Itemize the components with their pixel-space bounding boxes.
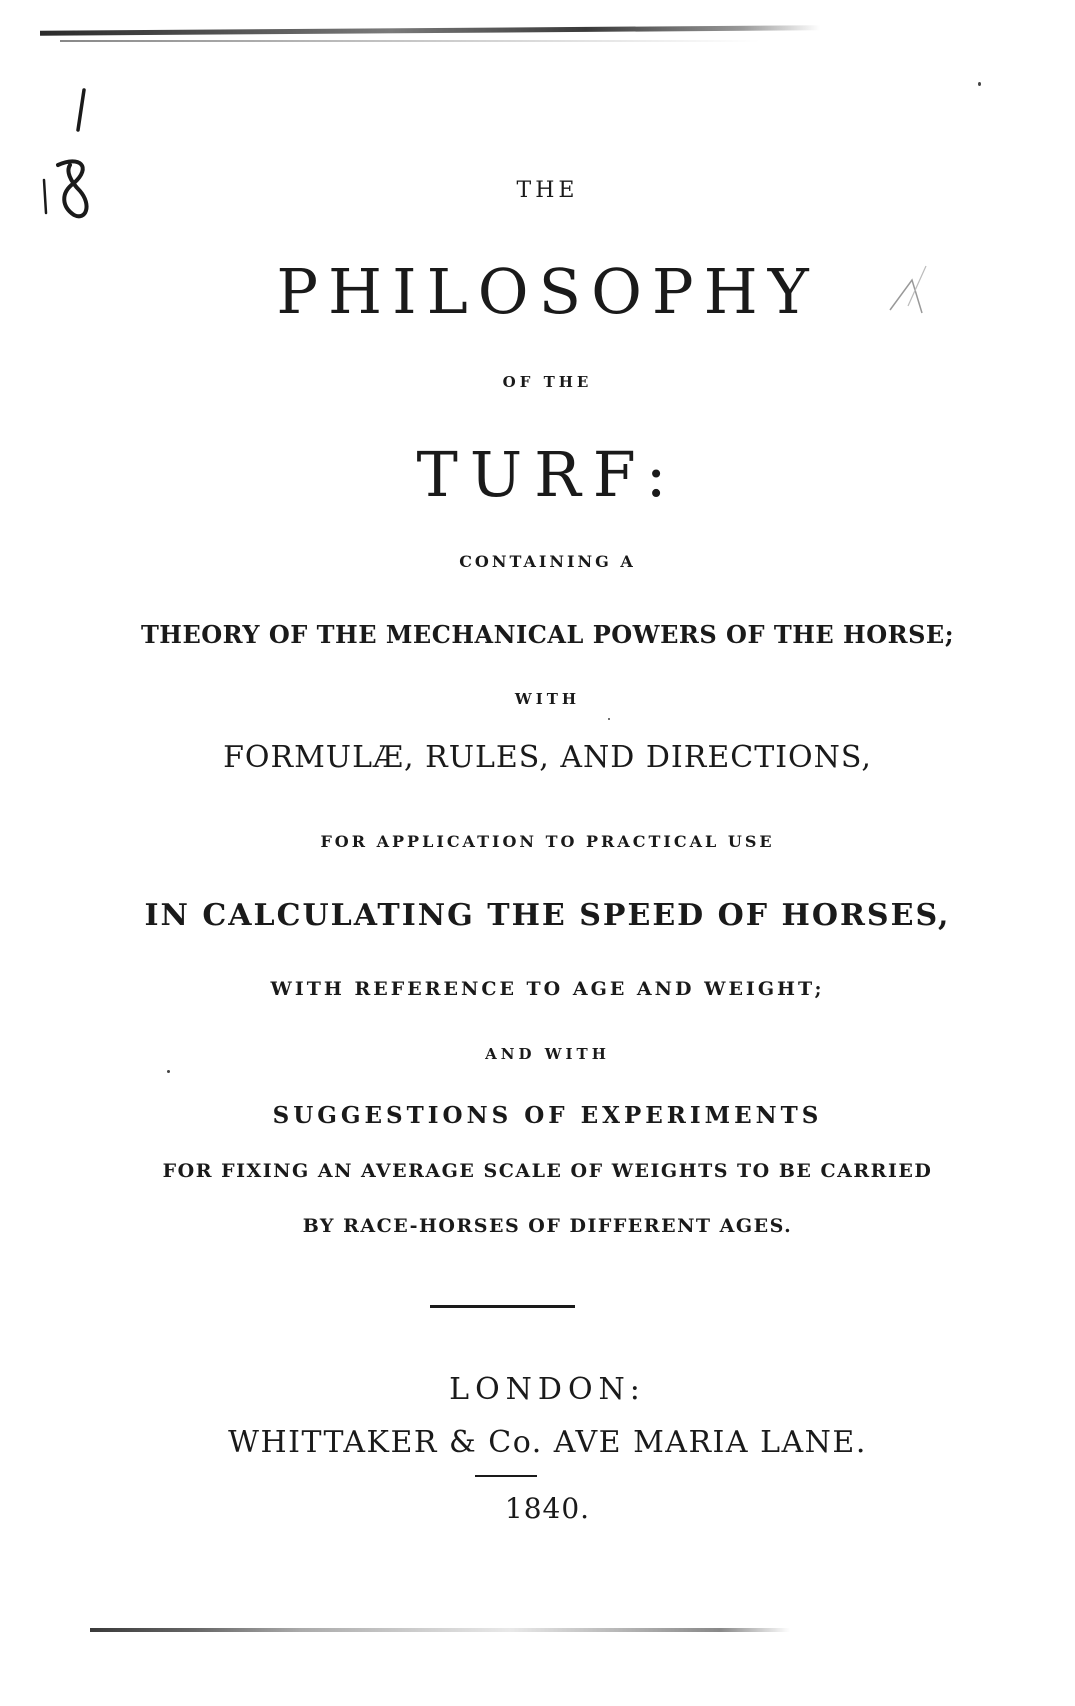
- title-philosophy: PHILOSOPHY: [276, 255, 819, 328]
- subtitle-with: WITH: [514, 690, 581, 708]
- imprint-publisher: WHITTAKER & Co. AVE MARIA LANE.: [228, 1425, 867, 1460]
- subtitle-with-reference: WITH REFERENCE TO AGE AND WEIGHT;: [270, 978, 825, 1000]
- scan-speck: [167, 1070, 170, 1073]
- subtitle-theory: THEORY OF THE MECHANICAL POWERS OF THE HORSE;: [140, 620, 955, 649]
- subtitle-for-fixing: FOR FIXING AN AVERAGE SCALE OF WEIGHTS TO BE CARRIED: [162, 1160, 933, 1182]
- scan-edge-top: [40, 25, 820, 35]
- divider-rule-small: [475, 1475, 537, 1477]
- subtitle-by-race-horses: BY RACE-HORSES OF DIFFERENT AGES.: [302, 1215, 793, 1237]
- subtitle-suggestions: SUGGESTIONS OF EXPERIMENTS: [272, 1102, 823, 1129]
- imprint-year: 1840.: [504, 1492, 591, 1525]
- title-turf: TURF:: [416, 438, 679, 511]
- subtitle-formulae: FORMULÆ, RULES, AND DIRECTIONS,: [223, 740, 872, 775]
- scan-speck: [978, 82, 981, 86]
- title-the: THE: [516, 178, 579, 203]
- handwritten-margin-mark: [40, 85, 110, 225]
- scan-edge-top-faint: [60, 40, 760, 42]
- scan-edge-bottom: [90, 1628, 790, 1632]
- subtitle-in-calculating: IN CALCULATING THE SPEED OF HORSES,: [144, 898, 951, 933]
- subtitle-containing: CONTAINING A: [459, 552, 636, 571]
- imprint-city: LONDON:: [449, 1372, 646, 1407]
- subtitle-and-with: AND WITH: [485, 1045, 610, 1063]
- divider-rule: [430, 1305, 575, 1308]
- title-of-the: OF THE: [502, 373, 593, 391]
- scan-speck: [608, 718, 610, 720]
- subtitle-for-application: FOR APPLICATION TO PRACTICAL USE: [320, 832, 775, 851]
